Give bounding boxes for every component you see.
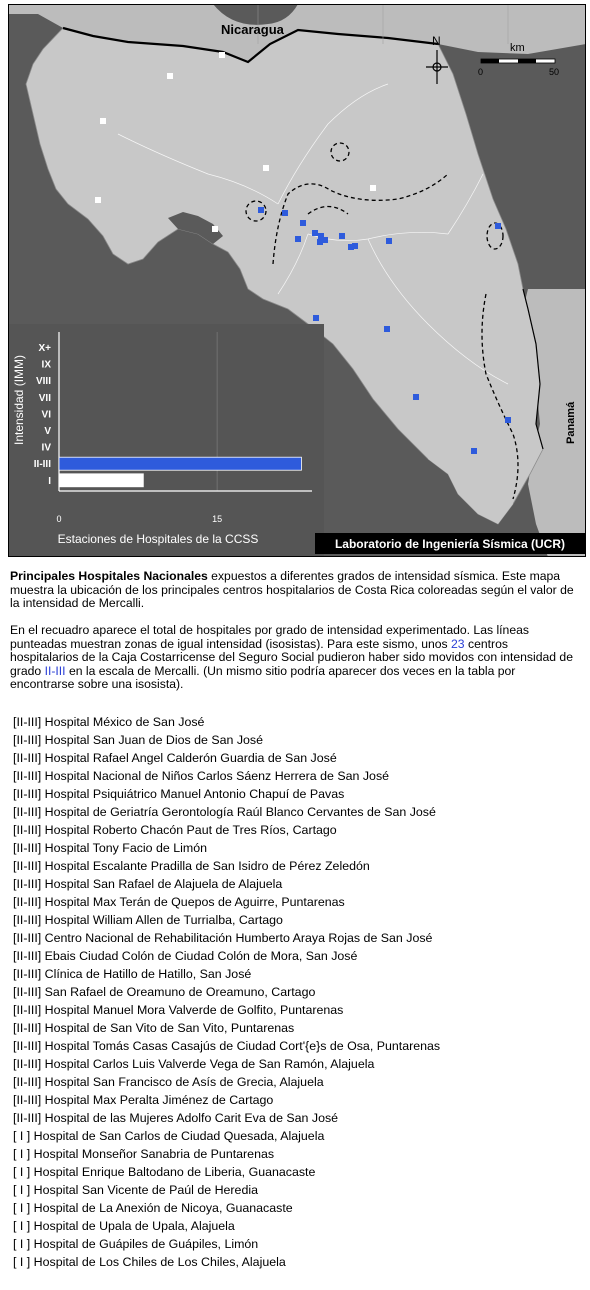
hospital-list-item: [II-III] Hospital de Geriatría Gerontología Raúl Blanco Cervantes de San José [13,805,436,819]
hospital-list-item: [ I ] Hospital de La Anexión de Nicoya, Guanacaste [13,1201,293,1215]
hospital-list-item: [II-III] Hospital Max Peralta Jiménez de Cartago [13,1093,274,1107]
chart-category-label: VI [41,409,51,421]
hospital-list-item: [II-III] Hospital San Rafael de Alajuela de Alajuela [13,877,283,891]
scale-unit-label: km [510,42,525,54]
inset-chart-background [8,324,324,557]
chart-category-label: VIII [35,376,51,388]
hospital-list-item: [II-III] Hospital México de San José [13,715,205,729]
scale-max-label: 50 [549,67,560,77]
hospital-list-item: [ I ] Hospital Enrique Baltodano de Liberia, Guanacaste [13,1165,316,1179]
nicaragua-label: Nicaragua [221,22,284,37]
hospital-list-item: [II-III] Hospital Tony Facio de Limón [13,841,207,855]
map-figure [8,4,586,557]
hospital-list-item: [II-III] Ebais Ciudad Colón de Ciudad Colón de Mora, San José [13,949,358,963]
hospital-list-item: [II-III] Hospital Max Terán de Quepos de Aguirre, Puntarenas [13,895,345,909]
hospital-list-item: [II-III] San Rafael de Oreamuno de Oreamuno, Cartago [13,985,316,999]
intensity-grade: II-III [44,663,66,678]
chart-tick-label: 0 [56,514,62,524]
chart-x-axis-title: Estaciones de Hospitales de la CCSS [57,532,259,546]
costa-rica-map [8,4,586,557]
chart-bar [59,474,143,487]
scale-min-label: 0 [478,67,484,77]
hospital-list-item: [II-III] Clínica de Hatillo de Hatillo, San José [13,967,252,981]
chart-bar [59,457,301,470]
chart-category-label: I [48,475,51,487]
hospital-list-item: [II-III] Centro Nacional de Rehabilitación Humberto Araya Rojas de San José [13,931,433,945]
hospital-list-item: [ I ] Hospital Monseñor Sanabria de Puntarenas [13,1147,275,1161]
hospital-list-item: [II-III] Hospital Rafael Angel Calderón Guardia de San José [13,751,337,765]
hospital-list-item: [ I ] Hospital de Upala de Upala, Alajuela [13,1219,235,1233]
description-text-2b: centros hospitalarios de la Caja Costarricense del Seguro Social pudieron haber sido movidos con intensidad de grado [10,636,573,678]
description-paragraph-2 [10,624,578,692]
hospital-list-item: [II-III] Hospital de San Vito de San Vito, Puntarenas [13,1021,295,1035]
chart-category-label: IV [41,442,51,454]
chart-y-axis-title: Intensidad (IMM) [12,354,26,446]
hospital-list-item: [II-III] Hospital Escalante Pradilla de San Isidro de Pérez Zeledón [13,859,370,873]
north-label: N [432,34,441,48]
hospital-list-item: [II-III] Hospital Psiquiátrico Manuel Antonio Chapuí de Pavas [13,787,345,801]
description-paragraph-1 [10,570,578,611]
description-text-2c: en la escala de Mercalli. (Un mismo sitio podría aparecer dos veces en la tabla por encontrarse sobre una isosista). [10,663,516,692]
hospital-list-item: [II-III] Hospital San Francisco de Asís de Grecia, Alajuela [13,1075,324,1089]
hospital-list-item: [II-III] Hospital Tomás Casas Casajús de Ciudad Cort'{e}s de Osa, Puntarenas [13,1039,441,1053]
credit-label: Laboratorio de Ingeniería Sísmica (UCR) [334,537,566,551]
hospital-list-item: [II-III] Hospital Roberto Chacón Paut de Tres Ríos, Cartago [13,823,337,837]
hospital-list-item: [II-III] Hospital San Juan de Dios de San José [13,733,264,747]
hospital-list-item: [II-III] Hospital de las Mujeres Adolfo Carit Eva de San José [13,1111,339,1125]
hospital-list-item: [II-III] Hospital William Allen de Turrialba, Cartago [13,913,283,927]
chart-tick-label: 15 [212,514,223,524]
hospital-count: 23 [451,636,465,651]
hospital-list-item: [II-III] Hospital Carlos Luis Valverde Vega de San Ramón, Alajuela [13,1057,375,1071]
hospital-list-item: [ I ] Hospital de Los Chiles de Los Chiles, Alajuela [13,1255,286,1269]
description-text-2a: En el recuadro aparece el total de hospitales por grado de intensidad experimentado. Las líneas punteadas muestran zonas de igual intensidad (isosistas). Para este sismo, unos [10,623,529,651]
hospital-list-item: [II-III] Hospital Manuel Mora Valverde de Golfito, Puntarenas [13,1003,344,1017]
chart-category-label: X+ [38,343,51,354]
chart-category-label: II-III [33,459,51,471]
hospital-list-item: [ I ] Hospital de San Carlos de Ciudad Quesada, Alajuela [13,1129,325,1143]
hospital-list-item: [ I ] Hospital de Guápiles de Guápiles, Limón [13,1237,259,1251]
hospital-list [13,713,440,1271]
chart-category-label: IX [41,359,51,371]
chart-category-label: VII [38,392,51,404]
panama-label: Panamá [565,401,577,444]
description-title: Principales Hospitales Nacionales [10,569,208,583]
description-text-1: expuestos a diferentes grados de intensidad sísmica. Este mapa muestra la ubicación de los principales centros hospitalarios de Costa Rica coloreadas según el valor de la intensidad de Mercalli. [10,569,574,611]
hospital-list-item: [II-III] Hospital Nacional de Niños Carlos Sáenz Herrera de San José [13,769,390,783]
hospital-list-item: [ I ] Hospital San Vicente de Paúl de Heredia [13,1183,258,1197]
chart-category-label: V [44,426,51,437]
